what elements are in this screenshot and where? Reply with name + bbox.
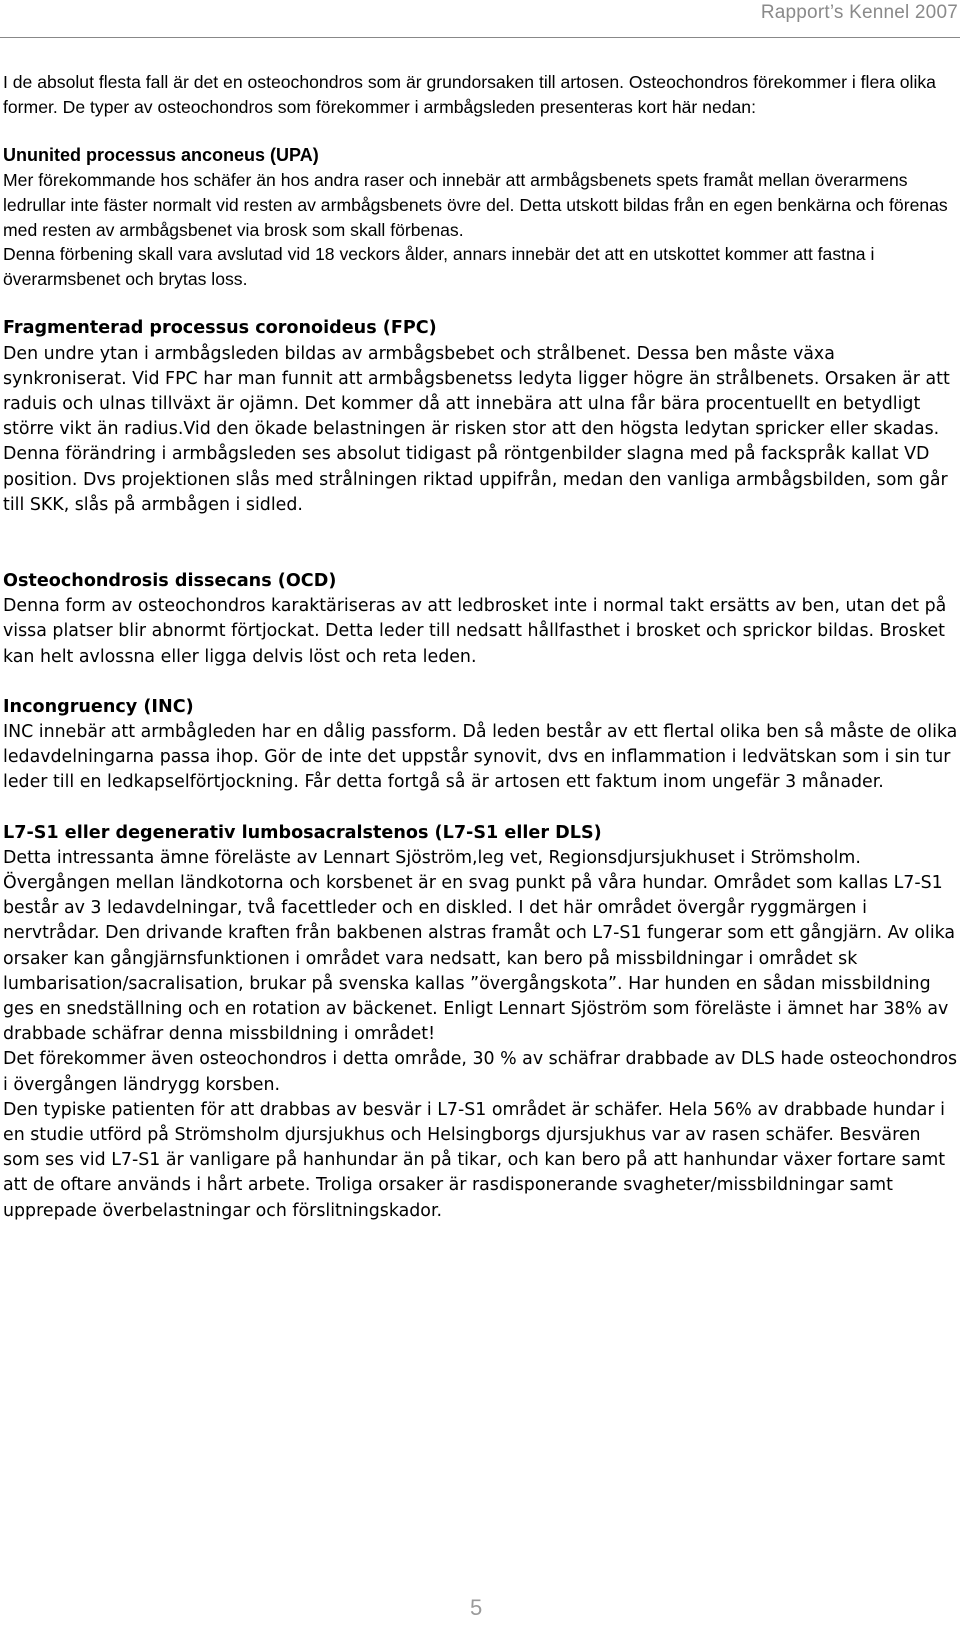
dls-paragraph-4: Den typiske patienten för att drabbas av besvär i L7-S1 området är schäfer. Hela 56% av drabbade hundar i en studie utförd på Strömsholm djursjukhus och Helsingborgs djursjukhus var av rasen schäfer. Besvären som ses vid L7-S1 är vanligare på hanhundar än på tikar, och kan bero på att hanhundar växer fortare samt att de oftare används i hårt arbete. Troliga orsaker är rasdisponerande svagheter/missbildningar samt upprepade överbelastningar och förslitningskador. <box>3 1099 946 1221</box>
header-rule <box>0 37 960 38</box>
dls-paragraph-1: Detta intressanta ämne föreläste av Lennart Sjöström,leg vet, Regionsdjursjukhuset i Strömsholm. <box>3 847 861 868</box>
ocd-paragraph-1: Denna form av osteochondros karaktäriseras av att ledbrosket inte i normal takt ersätts av ben, utan det på vissa platser blir abnormt förtjockat. Detta leder till nedsatt hållfasthet i brosket och sprickor bildas. Brosket kan helt avlossna eller ligga delvis löst och reta leden. <box>3 596 947 667</box>
section-heading-inc: Incongruency (INC) <box>3 696 194 717</box>
fpc-paragraph-1: Den undre ytan i armbågsleden bildas av armbågsbebet och strålbenet. Dessa ben måste växa synkroniserat. Vid FPC har man funnit att armbågsbenetss ledyta ligger högre än strålbenets. Orsaken är att raduis och ulnas tillväxt är ojämn. Det kommer då att innebära att ulna får bära procentuellt en betydligt större vikt än radius.Vid den ökade belastningen är risken stor att den högsta ledytan spricker eller skadas. <box>3 343 950 440</box>
section-dls <box>3 821 958 1224</box>
running-header: Rapport’s Kennel 2007 <box>760 2 958 23</box>
section-heading-dls: L7-S1 eller degenerativ lumbosacralstenos (L7-S1 eller DLS) <box>3 822 602 843</box>
upa-paragraph-2: Denna förbening skall vara avslutad vid 18 veckors ålder, annars innebär det att en utskottet kommer att fastna i överarmsbenet och brytas loss. <box>3 244 875 289</box>
upa-paragraph-1: Mer förekommande hos schäfer än hos andra raser och innebär att armbågsbenets spets framåt mellan överarmens ledrullar inte fäster normalt vid resten av armbågsbenets övre del. Detta utskott bildas från en egen benkärna och förenas med resten av armbågsbenet via brosk som skall förbenas. <box>3 170 948 240</box>
section-heading-fpc: Fragmenterad processus coronoideus (FPC) <box>3 318 437 339</box>
inc-paragraph-1: INC innebär att armbågleden har en dålig passform. Då leden består av ett flertal olika ben så måste de olika ledavdelningarna passa ihop. Gör de inte det uppstår synovit, dvs en inflammation i ledvätskan som i sin tur leder till en ledkapselförtjockning. Får detta fortgå så är artosen ett faktum inom ungefär 3 månader. <box>3 722 958 793</box>
intro-paragraph: I de absolut flesta fall är det en osteochondros som är grundorsaken till artosen. Osteochondros förekommer i flera olika former. De typer av osteochondros som förekommer i armbågsleden presenteras kort här nedan: <box>3 72 936 117</box>
intro-section <box>3 70 958 119</box>
fpc-paragraph-2: Denna förändring i armbågsleden ses absolut tidigast på röntgenbilder slagna med på fackspråk kallat VD position. Dvs projektionen slås med strålningen riktad uppifrån, medan den vanliga armbågsbilden, som går till SKK, slås på armbågen i sidled. <box>3 444 948 515</box>
page-number: 5 <box>470 1595 483 1620</box>
section-upa <box>3 143 958 291</box>
section-inc <box>3 695 958 796</box>
dls-paragraph-2: Övergången mellan ländkotorna och korsbenet är en svag punkt på våra hundar. Området som kallas L7-S1 består av 3 ledavdelningar, två facettleder och en diskled. I det här området övergår ryggmärgen i nervtrådar. Den drivande kraften från bakbenen alstras framåt och L7-S1 fungerar som ett gångjärn. Av olika orsaker kan gångjärnsfunktionen i området vara nedsatt, kan bero på missbildningar i området sk lumbarisation/sacralisation, brukar på svenska kallas ”övergångskota”. Har hunden en sådan missbildning ges en snedställning och en rotation av bäckenet. Enligt Lennart Sjöström som föreläste i ämnet har 38% av drabbade schäfrar denna missbildning i området! <box>3 873 956 1045</box>
section-heading-upa: Ununited processus anconeus (UPA) <box>3 145 319 166</box>
document-body <box>3 70 958 1224</box>
section-ocd <box>3 569 958 670</box>
section-heading-ocd: Osteochondrosis dissecans (OCD) <box>3 570 337 591</box>
section-fpc <box>3 316 958 518</box>
dls-paragraph-3: Det förekommer även osteochondros i detta område, 30 % av schäfrar drabbade av DLS hade osteochondros i övergången ländrygg korsben. <box>3 1049 958 1095</box>
